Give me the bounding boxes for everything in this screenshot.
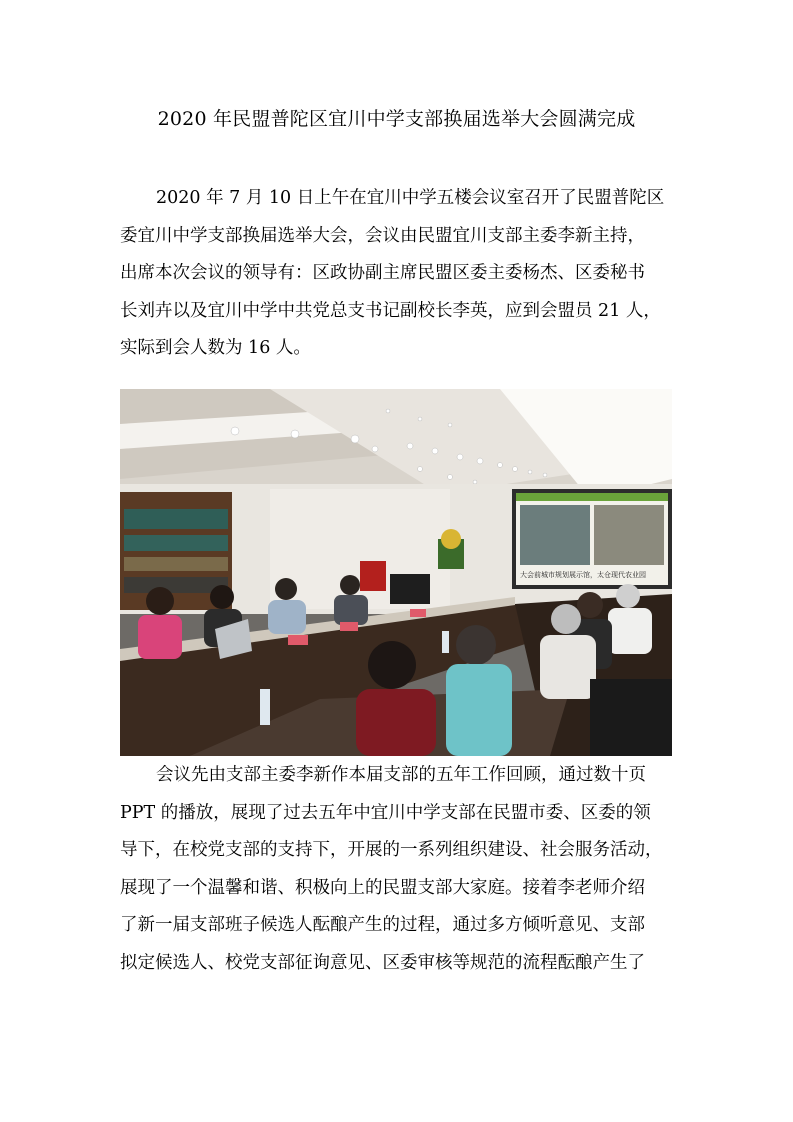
screen-caption: 大会前城市规划展示馆，太仓现代农业园 [520,571,646,579]
paragraph-1 [120,180,676,368]
paragraph-line: 了新一届支部班子候选人酝酿产生的过程，通过多方倾听意见、支部 [120,915,645,936]
paragraph-line: 会议先由支部主委李新作本届支部的五年工作回顾，通过数十页 [156,765,646,785]
paragraph-line: 拟定候选人、校党支部征询意见、区委审核等规范的流程酝酿产生了 [120,952,645,973]
document-title: 2020 年民盟普陀区宜川中学支部换届选举大会圆满完成 [157,108,636,130]
paragraph-line: 导下，在校党支部的支持下，开展的一系列组织建设、社会服务活动， [120,840,663,861]
paragraph-line: 实际到会人数为 16 人。 [120,338,311,359]
paragraph-line: 展现了一个温馨和谐、积极向上的民盟支部大家庭。接着李老师介绍 [120,877,645,898]
paragraph-line: 长刘卉以及宜川中学中共党总支书记副校长李英，应到会盟员 21 人， [120,300,661,321]
paragraph-line: PPT 的播放，展现了过去五年中宜川中学支部在民盟市委、区委的领 [120,802,651,823]
paragraph-line: 委宜川中学支部换届选举大会，会议由民盟宜川支部主委李新主持， [120,225,645,246]
paragraph-line: 出席本次会议的领导有：区政协副主席民盟区委主委杨杰、区委秘书 [120,263,645,284]
meeting-photo [120,389,672,756]
paragraph-line: 2020 年 7 月 10 日上午在宜川中学五楼会议室召开了民盟普陀区 [156,188,665,208]
paragraph-2 [120,757,676,983]
